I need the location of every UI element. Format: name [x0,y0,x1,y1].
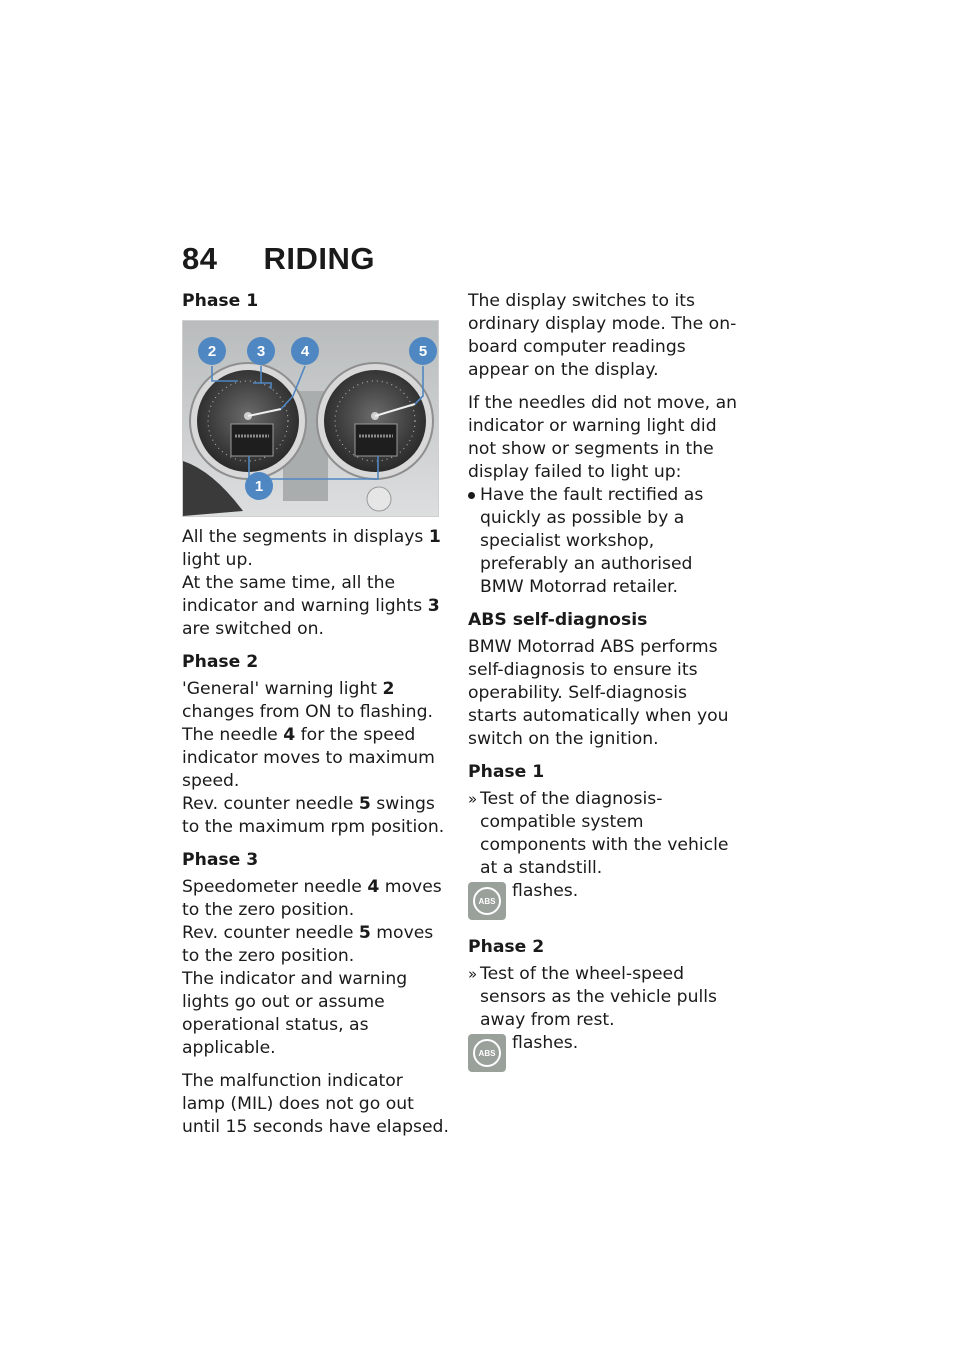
page-header [182,241,375,277]
phase-2-heading: Phase 2 [182,652,259,672]
right-column [468,290,738,1088]
abs-self-diagnosis-text: BMW Motorrad ABS performs self-diagnosis to ensure its operability. Self-diagnosis starts automatically when you switch on the ignition. [468,637,729,749]
callout-3: 3 [256,343,266,360]
phase2-para-3: Rev. counter needle 5 swings to the maximum rpm position. [182,794,445,837]
phase3-para-3: The indicator and warning lights go out or assume operational status, as applicable. [182,969,408,1058]
callout-1: 1 [254,478,264,495]
callout-5: 5 [418,343,428,360]
callout-4: 4 [300,343,310,360]
phase1-para-2: At the same time, all the indicator and warning lights 3 are switched on. [182,573,440,639]
phase2-para-2: The needle 4 for the speed indicator moves to maximum speed. [182,725,435,791]
page-number: 84 [182,241,218,276]
phase3-para-1: Speedometer needle 4 moves to the zero position. [182,877,442,920]
abs-phase-1-step: » Test of the diagnosis-compatible system components with the vehicle at a standstill. [468,789,729,878]
abs-phase-2-step: » Test of the wheel-speed sensors as the vehicle pulls away from rest. [468,964,717,1030]
phase3-para-2: Rev. counter needle 5 moves to the zero position. [182,923,434,966]
phase1-para-1: All the segments in displays 1 light up. [182,527,441,570]
section-title: RIDING [263,241,375,276]
list-item: Have the fault rectified as quickly as possible by a specialist workshop, preferably an authorised BMW Motorrad retailer. [468,484,738,599]
abs-phase-2-result: ABS flashes. [468,1036,738,1072]
abs-warning-light-icon: ABS [468,882,506,920]
phase-3-heading: Phase 3 [182,850,259,870]
step-arrow-icon: » [468,790,478,808]
failure-actions [468,484,738,599]
step-arrow-icon: » [468,965,478,983]
instrument-cluster-figure [182,320,439,517]
left-column [182,290,450,1149]
callout-2: 2 [207,343,217,360]
failure-intro-text: If the needles did not move, an indicator or warning light did not show or segments in the display failed to light up: [468,393,737,482]
display-switch-text: The display switches to its ordinary display mode. The on-board computer readings appear on the display. [468,291,737,380]
abs-self-diagnosis-heading: ABS self-diagnosis [468,610,648,630]
abs-phase-1-result: ABS flashes. [468,884,738,920]
instrument-cluster-illustration [183,321,438,516]
phase-1-heading: Phase 1 [182,291,259,311]
abs-warning-light-icon: ABS [468,1034,506,1072]
abs-phase-1-heading: Phase 1 [468,762,545,782]
mil-note: The malfunction indicator lamp (MIL) does not go out until 15 seconds have elapsed. [182,1071,449,1137]
phase2-para-1: 'General' warning light 2 changes from ON to flashing. [182,679,433,722]
abs-phase-2-heading: Phase 2 [468,937,545,957]
